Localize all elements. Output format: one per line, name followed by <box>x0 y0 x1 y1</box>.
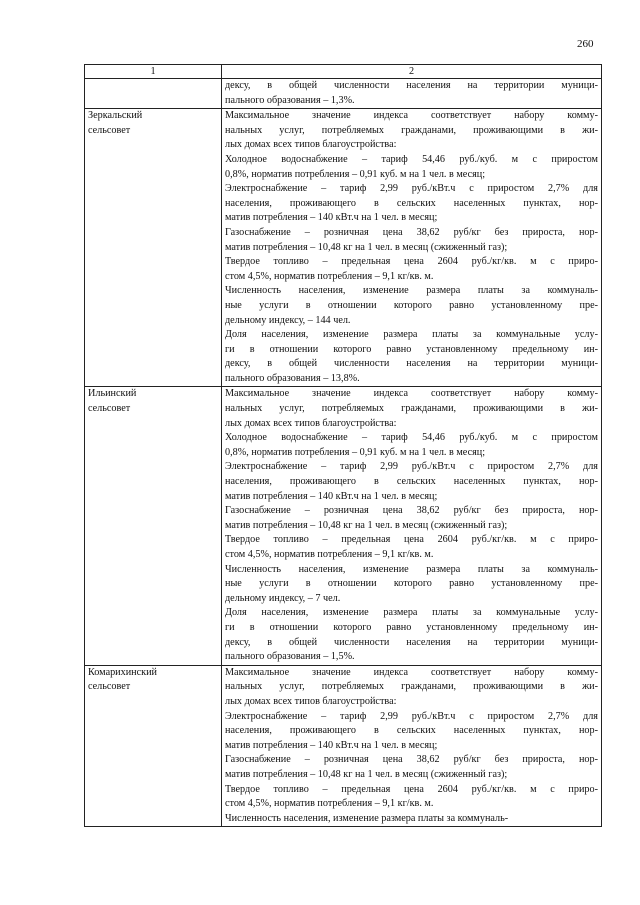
text-line: ные услуги в отношении которого равно установленному пре- <box>225 299 598 311</box>
text-line: Холодное водоснабжение – тариф 54,46 руб./куб. м с приростом <box>225 432 598 444</box>
text-line: матив потребления – 140 кВт.ч на 1 чел. в месяц; <box>225 490 438 502</box>
description-cell <box>222 387 602 665</box>
text-line: Твердое топливо – предельная цена 2604 руб./кг/кв. м с приро- <box>225 783 598 795</box>
region-name-line: сельсовет <box>88 124 131 136</box>
region-name-line: Зеркальский <box>88 110 143 122</box>
text-line: ги в отношении которого равно установленному предельному ин- <box>225 621 598 633</box>
text-line: нальных услуг, потребляемых гражданами, проживающими в жи- <box>225 403 598 415</box>
region-name-cell <box>85 109 222 387</box>
text-line: стом 4,5%, норматив потребления – 9,1 кг/кв. м. <box>225 270 434 282</box>
table-row <box>85 665 602 827</box>
text-line: Максимальное значение индекса соответствует набору комму- <box>225 666 598 678</box>
header-col-2: 2 <box>222 65 602 79</box>
text-line: Электроснабжение – тариф 2,99 руб./кВт.ч с приростом 2,7% для <box>225 461 598 473</box>
text-line: Газоснабжение – розничная цена 38,62 руб/кг без прироста, нор- <box>225 226 598 238</box>
text-line: Доля населения, изменение размера платы за коммунальные услу- <box>225 329 598 341</box>
header-col-1: 1 <box>85 65 222 79</box>
text-line: лых домах всех типов благоустройства: <box>225 695 397 707</box>
region-name-line: сельсовет <box>88 403 131 415</box>
region-name-cell <box>85 79 222 109</box>
text-line: Численность населения, изменение размера платы за коммуналь- <box>225 812 509 824</box>
text-line: матив потребления – 140 кВт.ч на 1 чел. в месяц; <box>225 212 438 224</box>
text-line: населения, проживающего в сельских населенных пунктах, нор- <box>225 197 598 209</box>
text-line: Газоснабжение – розничная цена 38,62 руб/кг без прироста, нор- <box>225 505 598 517</box>
region-name-line: сельсовет <box>88 681 131 693</box>
text-line: пального образования – 1,3%. <box>225 94 355 106</box>
text-line: пального образования – 1,5%. <box>225 651 355 663</box>
description-cell <box>222 665 602 827</box>
text-line: Твердое топливо – предельная цена 2604 руб./кг/кв. м с приро- <box>225 534 598 546</box>
text-line: дельному индексу, – 144 чел. <box>225 314 351 326</box>
text-line: Максимальное значение индекса соответствует набору комму- <box>225 388 598 400</box>
table-row <box>85 79 602 109</box>
text-line: стом 4,5%, норматив потребления – 9,1 кг/кв. м. <box>225 549 434 560</box>
text-line: населения, проживающего в сельских населенных пунктах, нор- <box>225 725 598 737</box>
index-table <box>84 64 602 827</box>
table-row <box>85 387 602 665</box>
region-name-cell <box>85 665 222 827</box>
region-name-line: Ильинский <box>88 388 137 400</box>
text-line: матив потребления – 140 кВт.ч на 1 чел. в месяц; <box>225 739 438 751</box>
region-name-cell <box>85 387 222 665</box>
header-row <box>85 65 602 79</box>
description-cell <box>222 109 602 387</box>
text-line: лых домах всех типов благоустройства: <box>225 139 397 151</box>
text-line: Максимальное значение индекса соответствует набору комму- <box>225 110 598 122</box>
text-line: Доля населения, изменение размера платы за коммунальные услу- <box>225 607 598 619</box>
text-line: матив потребления – 10,48 кг на 1 чел. в месяц (сжиженный газ); <box>225 241 508 253</box>
text-line: Холодное водоснабжение – тариф 54,46 руб./куб. м с приростом <box>225 153 598 165</box>
text-line: ные услуги в отношении которого равно установленному пре- <box>225 578 598 590</box>
text-line: матив потребления – 10,48 кг на 1 чел. в месяц (сжиженный газ); <box>225 768 508 780</box>
text-line: дексу, в общей численности населения на территории муници- <box>225 636 598 648</box>
text-line: Электроснабжение – тариф 2,99 руб./кВт.ч с приростом 2,7% для <box>225 183 598 195</box>
text-line: населения, проживающего в сельских населенных пунктах, нор- <box>225 476 598 488</box>
text-line: матив потребления – 10,48 кг на 1 чел. в месяц (сжиженный газ); <box>225 519 508 531</box>
page-number: 260 <box>577 38 594 50</box>
text-line: 0,8%, норматив потребления – 0,91 куб. м на 1 чел. в месяц; <box>225 446 486 458</box>
text-line: Численность населения, изменение размера платы за коммуналь- <box>225 285 598 297</box>
table-row <box>85 109 602 387</box>
description-cell <box>222 79 602 109</box>
text-line: дексу, в общей численности населения на территории муници- <box>225 358 598 370</box>
text-line: 0,8%, норматив потребления – 0,91 куб. м на 1 чел. в месяц; <box>225 168 486 180</box>
text-line: нальных услуг, потребляемых гражданами, проживающими в жи- <box>225 681 598 693</box>
text-line: ги в отношении которого равно установленному предельному ин- <box>225 343 598 355</box>
text-line: Электроснабжение – тариф 2,99 руб./кВт.ч с приростом 2,7% для <box>225 710 598 722</box>
text-line: Твердое топливо – предельная цена 2604 руб./кг/кв. м с приро- <box>225 256 598 268</box>
text-line: дельному индексу, – 7 чел. <box>225 592 341 604</box>
text-line: Численность населения, изменение размера платы за коммуналь- <box>225 563 598 575</box>
text-line: пального образования – 13,8%. <box>225 372 360 384</box>
text-line: лых домах всех типов благоустройства: <box>225 417 397 429</box>
region-name-line: Комарихинский <box>88 666 158 678</box>
text-line: Газоснабжение – розничная цена 38,62 руб/кг без прироста, нор- <box>225 754 598 766</box>
text-line: стом 4,5%, норматив потребления – 9,1 кг/кв. м. <box>225 798 434 810</box>
text-line: дексу, в общей численности населения на территории муници- <box>225 80 598 91</box>
text-line: нальных услуг, потребляемых гражданами, проживающими в жи- <box>225 124 598 136</box>
